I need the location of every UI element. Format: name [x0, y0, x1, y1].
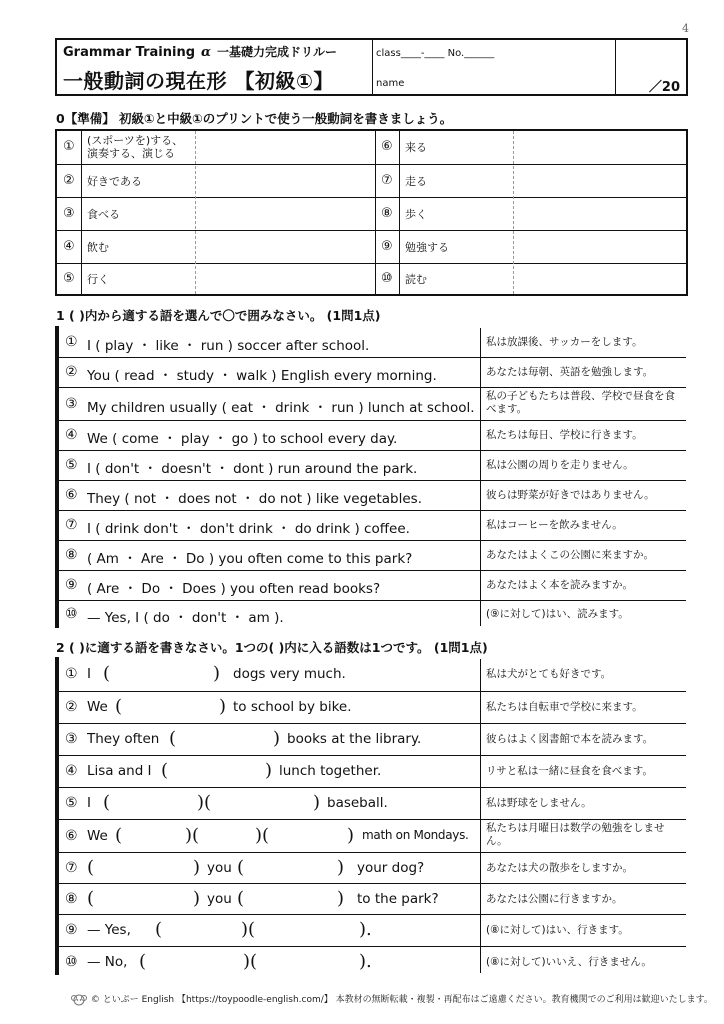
answer-blank[interactable] [195, 264, 373, 295]
question-row [57, 357, 686, 388]
question-row [57, 914, 686, 947]
verb-number: ② [63, 172, 75, 188]
japanese-translation: (⑧に対して)はい、行きます。 [486, 924, 629, 936]
answer-blank[interactable] [195, 165, 373, 198]
sentence-text: you [207, 859, 232, 876]
verb-row [57, 164, 686, 198]
grid-divider [375, 131, 376, 294]
blank-paren[interactable]: ). [359, 919, 372, 940]
blank-paren[interactable]: )( [243, 950, 258, 972]
blank-paren[interactable]: ) [193, 856, 201, 878]
sentence-text: books at the library. [287, 731, 422, 747]
verb-number: ④ [63, 238, 75, 254]
answer-blank[interactable] [513, 165, 685, 198]
japanese-translation: あなたはよくこの公園に来ますか。 [486, 549, 654, 561]
blank-paren[interactable]: ( [103, 792, 111, 813]
japanese-translation: 私は放課後、サッカーをします。 [486, 335, 643, 348]
question-number: ① [65, 666, 78, 682]
column-divider [480, 328, 481, 626]
blank-paren[interactable]: ) [213, 663, 221, 684]
question-sentence[interactable]: I ( drink don't ・ don't drink ・ do drink ) coffee. [87, 521, 410, 537]
blank-paren[interactable]: ) [265, 760, 273, 781]
section0-heading: 0【準備】 初級①と中級①のプリントで使う一般動詞を書きましょう。 [56, 111, 453, 126]
japanese-translation: 私たちは月曜日は数学の勉強をしません。 [486, 822, 665, 847]
verb-meaning: (スポーツを)する、 演奏する、演じる [87, 134, 184, 160]
verb-meaning: 好きである [87, 174, 142, 188]
question-row [57, 328, 686, 357]
question-number: ④ [65, 427, 78, 443]
question-row [57, 510, 686, 541]
question-row [57, 480, 686, 511]
question-sentence[interactable]: We ( come ・ play ・ go ) to school every day. [87, 431, 398, 447]
sentence-text: We [87, 827, 108, 844]
verb-meaning: 読む [405, 272, 427, 286]
blank-paren[interactable]: ( [155, 919, 163, 940]
section2-heading: 2 ( )に適する語を書きなさい。1つの( )内に入る語数は1つです。 (1問1点) [56, 640, 488, 655]
question-row [57, 540, 686, 571]
grid-divider [81, 131, 82, 294]
question-number: ② [65, 699, 78, 715]
question-row [57, 852, 686, 884]
verb-row [57, 230, 686, 264]
question-number: ③ [65, 731, 78, 747]
blank-paren[interactable]: ( [161, 760, 169, 781]
blank-paren[interactable]: ( [87, 887, 95, 909]
question-number: ⑧ [65, 547, 78, 563]
question-sentence[interactable]: My children usually ( eat ・ drink ・ run ) lunch at school. [87, 399, 475, 416]
alpha-symbol: α [201, 45, 212, 60]
verb-number: ③ [63, 205, 75, 221]
blank-paren[interactable]: ) [193, 887, 201, 909]
verb-number: ⑨ [381, 238, 393, 254]
question-number: ⑧ [65, 890, 78, 907]
blank-paren[interactable]: )( [185, 824, 200, 846]
blank-paren[interactable]: ( [87, 856, 95, 878]
question-number: ② [65, 364, 78, 380]
japanese-translation: あなたは公園に行きますか。 [486, 892, 623, 905]
question-row [57, 755, 686, 788]
question-row [57, 819, 686, 853]
japanese-translation: 彼らはよく図書館で本を読みます。 [486, 733, 654, 745]
verb-row [57, 197, 686, 231]
japanese-translation: 私は公園の周りを走りません。 [486, 459, 634, 471]
question-number: ⑤ [65, 457, 78, 473]
blank-paren[interactable]: ) [273, 728, 281, 749]
blank-paren[interactable]: )( [255, 824, 270, 846]
blank-paren[interactable]: ) [313, 792, 321, 813]
question-row [57, 946, 686, 978]
sentence-text: — Yes, [87, 922, 131, 938]
sentence-text: dogs very much. [233, 666, 346, 682]
question-number: ⑨ [65, 922, 78, 938]
blank-paren[interactable]: ( [139, 950, 147, 972]
sentence-text: — No, [87, 953, 128, 970]
sentence-text: you [207, 890, 232, 907]
japanese-translation: リサと私は一緒に昼食を食べます。 [486, 765, 653, 777]
class-number-field[interactable]: class____-____ No.______ [376, 48, 495, 59]
blank-paren[interactable]: ( [237, 887, 245, 909]
question-number: ⑦ [65, 859, 78, 876]
verb-meaning: 歩く [405, 207, 427, 221]
blank-paren[interactable]: )( [197, 792, 212, 813]
blank-paren[interactable]: ( [115, 696, 123, 717]
series-name: Grammar Training [63, 45, 196, 60]
question-number: ⑦ [65, 517, 78, 533]
japanese-translation: 私は犬がとても好きです。 [486, 668, 612, 680]
verb-meaning: 飲む [87, 240, 109, 254]
blank-paren[interactable]: ( [115, 824, 123, 846]
question-row [57, 883, 686, 915]
sentence-text: We [87, 699, 108, 715]
japanese-translation: あなたは毎朝、英語を勉強します。 [486, 366, 654, 378]
japanese-translation: 私たちは自転車で学校に来ます。 [486, 701, 643, 713]
verb-number: ⑩ [381, 270, 393, 286]
score-total: ／20 [648, 80, 680, 95]
question-sentence[interactable]: They ( not ・ does not ・ do not ) like vegetables. [87, 491, 422, 507]
sentence-text: baseball. [327, 795, 388, 811]
section1-table [55, 326, 675, 628]
japanese-translation: (⑨に対して)はい、読みます。 [486, 608, 629, 620]
header-title-cell [57, 40, 373, 94]
question-number: ⑤ [65, 795, 78, 811]
sentence-text: They often [87, 731, 160, 747]
question-sentence[interactable]: ( Are ・ Do ・ Does ) you often read books? [87, 581, 381, 597]
japanese-translation: あなたは犬の散歩をしますか。 [486, 861, 633, 874]
question-row [57, 723, 686, 756]
question-number: ⑩ [65, 606, 78, 622]
sentence-text: lunch together. [279, 763, 382, 779]
japanese-translation: 彼らは野菜が好きではありません。 [486, 489, 655, 501]
blank-paren[interactable]: ) [347, 824, 355, 846]
question-row [57, 691, 686, 724]
sentence-text: Lisa and I [87, 763, 152, 779]
blank-paren[interactable]: ( [169, 728, 177, 749]
question-sentence[interactable]: ( Am ・ Are ・ Do ) you often come to this park? [87, 551, 413, 567]
section1-heading: 1 ( )内から適する語を選んで〇で囲みなさい。 (1問1点) [56, 308, 381, 323]
question-number: ⑥ [65, 827, 78, 844]
sentence-text: your dog? [357, 859, 425, 876]
question-row [57, 570, 686, 601]
verb-meaning: 食べる [87, 207, 120, 221]
answer-blank[interactable] [195, 198, 373, 231]
question-row [57, 787, 686, 820]
verb-row [57, 131, 686, 164]
series-subtitle: 一基礎力完成ドリルー [217, 45, 338, 59]
verb-meaning: 走る [405, 174, 427, 188]
question-row [57, 387, 686, 421]
question-sentence[interactable]: — Yes, I ( do ・ don't ・ am ). [87, 610, 284, 626]
verb-number: ⑥ [381, 138, 393, 154]
verb-meaning: 行く [87, 272, 109, 286]
verb-meaning: 勉強する [405, 240, 449, 254]
japanese-translation: (⑧に対して)いいえ、行きません。 [486, 955, 652, 968]
verb-number: ⑦ [381, 172, 393, 188]
verb-row [57, 263, 686, 295]
verb-number: ⑤ [63, 270, 75, 286]
sentence-text: to school by bike. [233, 699, 352, 715]
question-number: ⑩ [65, 953, 78, 970]
question-sentence[interactable]: I ( play ・ like ・ run ) soccer after school. [87, 337, 370, 354]
question-row [57, 600, 686, 629]
grid-divider [399, 131, 400, 294]
blank-paren[interactable]: )( [241, 919, 256, 940]
header-info-cell [372, 40, 616, 94]
section2-table [55, 657, 665, 975]
sentence-text: to the park? [357, 890, 439, 907]
question-number: ⑨ [65, 577, 78, 593]
sentence-text: math on Mondays. [362, 827, 469, 842]
verb-meaning: 来る [405, 140, 427, 154]
column-divider [480, 659, 481, 973]
score-cell [615, 40, 686, 94]
blank-paren[interactable]: ) [337, 887, 345, 909]
question-row [57, 420, 686, 451]
japanese-translation: あなたはよく本を読みますか。 [486, 579, 633, 591]
answer-blank[interactable] [513, 231, 685, 264]
question-number: ① [65, 333, 78, 350]
question-row [57, 659, 686, 691]
grid-divider [195, 131, 196, 294]
sentence-text: I [87, 795, 91, 811]
japanese-translation: 私はコーヒーを飲みません。 [486, 519, 623, 531]
blank-paren[interactable]: ) [219, 696, 227, 717]
question-row [57, 450, 686, 481]
name-field[interactable]: name [376, 78, 405, 89]
question-sentence[interactable]: You ( read ・ study ・ walk ) English every morning. [87, 368, 437, 384]
question-number: ⑥ [65, 487, 78, 503]
question-sentence[interactable]: I ( don't ・ doesn't ・ dont ) run around the park. [87, 461, 418, 477]
verb-grid [55, 129, 688, 296]
sentence-text: I [87, 666, 91, 682]
verb-number: ⑧ [381, 205, 393, 221]
blank-paren[interactable]: ). [359, 950, 372, 972]
question-number: ④ [65, 763, 78, 779]
japanese-translation: 私は野球をしません。 [486, 797, 592, 809]
footer [70, 992, 713, 1007]
answer-blank[interactable] [513, 131, 685, 164]
worksheet-title: 一般動詞の現在形 【初級①】 [63, 69, 334, 93]
footer-text: © といぷー English 【https://toypoodle-english.com/】 本教材の無断転載・複製・再配布はご遠慮ください。教育機関でのご利用は歓迎いたします。 [90, 995, 713, 1005]
blank-paren[interactable]: ( [237, 856, 245, 878]
poodle-logo-icon [70, 993, 88, 1007]
verb-number: ① [63, 138, 75, 154]
grid-divider [513, 131, 514, 294]
answer-blank[interactable] [195, 131, 373, 164]
answer-blank[interactable] [195, 231, 373, 264]
answer-blank[interactable] [513, 264, 685, 295]
japanese-translation: 私の子どもたちは普段、学校で昼食を食べます。 [486, 390, 675, 415]
page-number: 4 [682, 22, 689, 35]
answer-blank[interactable] [513, 198, 685, 231]
japanese-translation: 私たちは毎日、学校に行きます。 [486, 429, 643, 441]
blank-paren[interactable]: ) [337, 856, 345, 878]
worksheet-header [55, 38, 688, 96]
blank-paren[interactable]: ( [103, 663, 111, 684]
question-number: ③ [65, 395, 78, 412]
